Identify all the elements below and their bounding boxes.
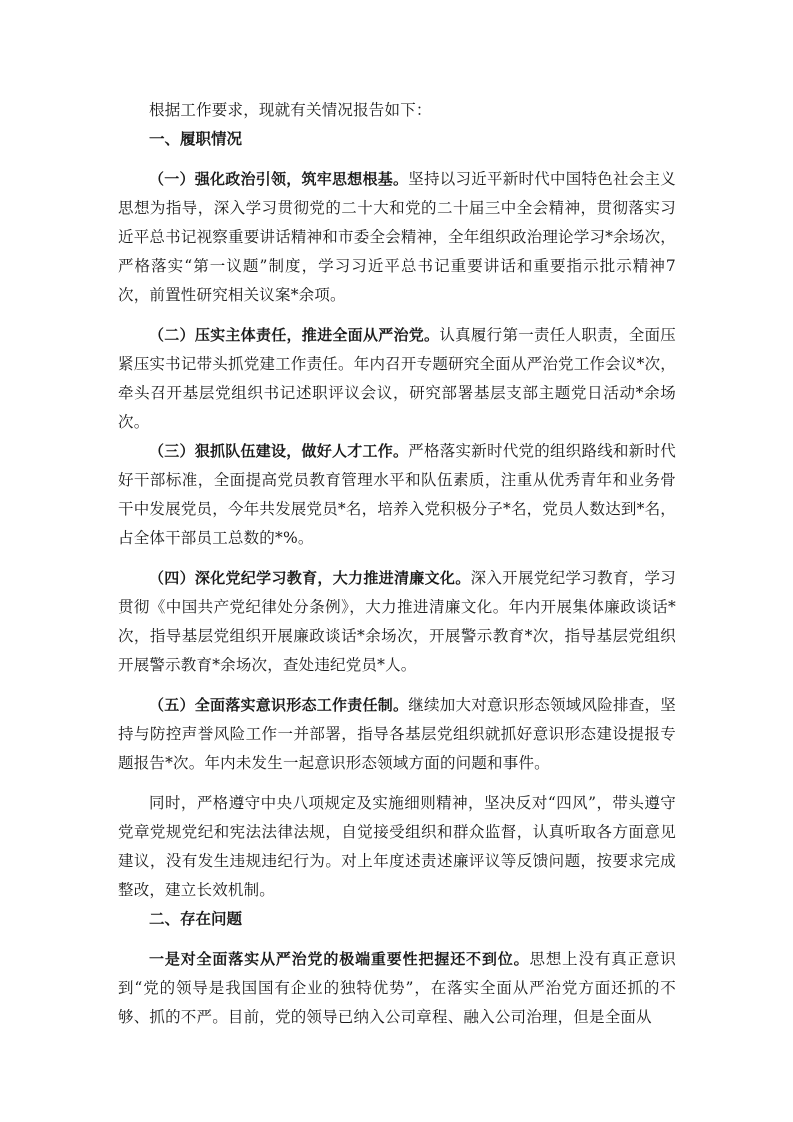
section-heading-problems: 二、存在问题 <box>149 910 243 928</box>
item-body: 坚持以习近平新时代中国特色社会主义思想为指导，深入学习贯彻党的二十大和党的二十届三中全会精神，贯彻落实习近平总书记视察重要讲话精神和市委全会精神，全年组织政治理论学习*余场次，严格落实“第一议题”制度，学习习近平总书记重要讲话和重要指示批示精神7次，前置性研究相关议案*余项。 <box>118 170 677 304</box>
item-lead: 一是对全面落实从严治党的极端重要性把握还不到位。 <box>149 950 530 968</box>
item-lead: （五）全面落实意识形态工作责任制。 <box>149 696 409 714</box>
item-body: 严格落实新时代党的组织路线和新时代好干部标准，全面提高党员教育管理水平和队伍素质，注重从优秀青年和业务骨干中发展党员，今年共发展党员*名，培养入党积极分子*名，党员人数达到*名，占全体干部员工总数的*%。 <box>118 442 677 547</box>
paragraph-closing: 同时，严格遵守中央八项规定及实施细则精神，坚决反对“四风”，带头遵守党章党规党纪和宪法法律法规，自觉接受组织和群众监督，认真听取各方面意见建议，没有发生违规违纪行为。对上年度述责述廉评议等反馈问题，按要求完成整改，建立长效机制。 <box>118 794 676 899</box>
paragraph-item-4 <box>118 564 676 680</box>
paragraph-problem-1 <box>118 945 676 1032</box>
section-heading-performance: 一、履职情况 <box>149 130 243 148</box>
item-body: 认真履行第一责任人职责，全面压紧压实书记带头抓党建工作责任。年内召开专题研究全面从严治党工作会议*次，牵头召开基层党组织书记述职评议会议，研究部署基层支部主题党日活动*余场次。 <box>118 326 676 431</box>
item-body: 继续加大对意识形态领域风险排查，坚持与防控声誉风险工作一并部署，指导各基层党组织就抓好意识形态建设提报专题报告*次。年内未发生一起意识形态领域方面的问题和事件。 <box>118 696 677 772</box>
intro-paragraph: 根据工作要求，现就有关情况报告如下： <box>149 101 432 119</box>
paragraph-item-1 <box>118 165 676 310</box>
item-lead: （四）深化党纪学习教育，大力推进清廉文化。 <box>149 569 471 587</box>
item-lead: （三）狠抓队伍建设，做好人才工作。 <box>149 442 409 460</box>
item-body: 深入开展党纪学习教育，学习贯彻《中国共产党纪律处分条例》，大力推进清廉文化。年内开展集体廉政谈话*次，指导基层党组织开展廉政谈话*余场次，开展警示教育*次，指导基层党组织开展警示教育*余场次，查处违纪党员*人。 <box>118 569 677 674</box>
item-lead: （一）强化政治引领，筑牢思想根基。 <box>149 170 409 188</box>
paragraph-item-2 <box>118 321 676 437</box>
item-lead: （二）压实主体责任，推进全面从严治党。 <box>149 326 440 344</box>
item-body: 思想上没有真正意识到“党的领导是我国国有企业的独特优势”，在落实全面从严治党方面还抓的不够、抓的不严。目前，党的领导已纳入公司章程、融入公司治理，但是全面从 <box>118 950 676 1026</box>
paragraph-item-3 <box>118 437 676 553</box>
paragraph-item-5 <box>118 691 676 778</box>
document-page <box>118 96 676 1032</box>
